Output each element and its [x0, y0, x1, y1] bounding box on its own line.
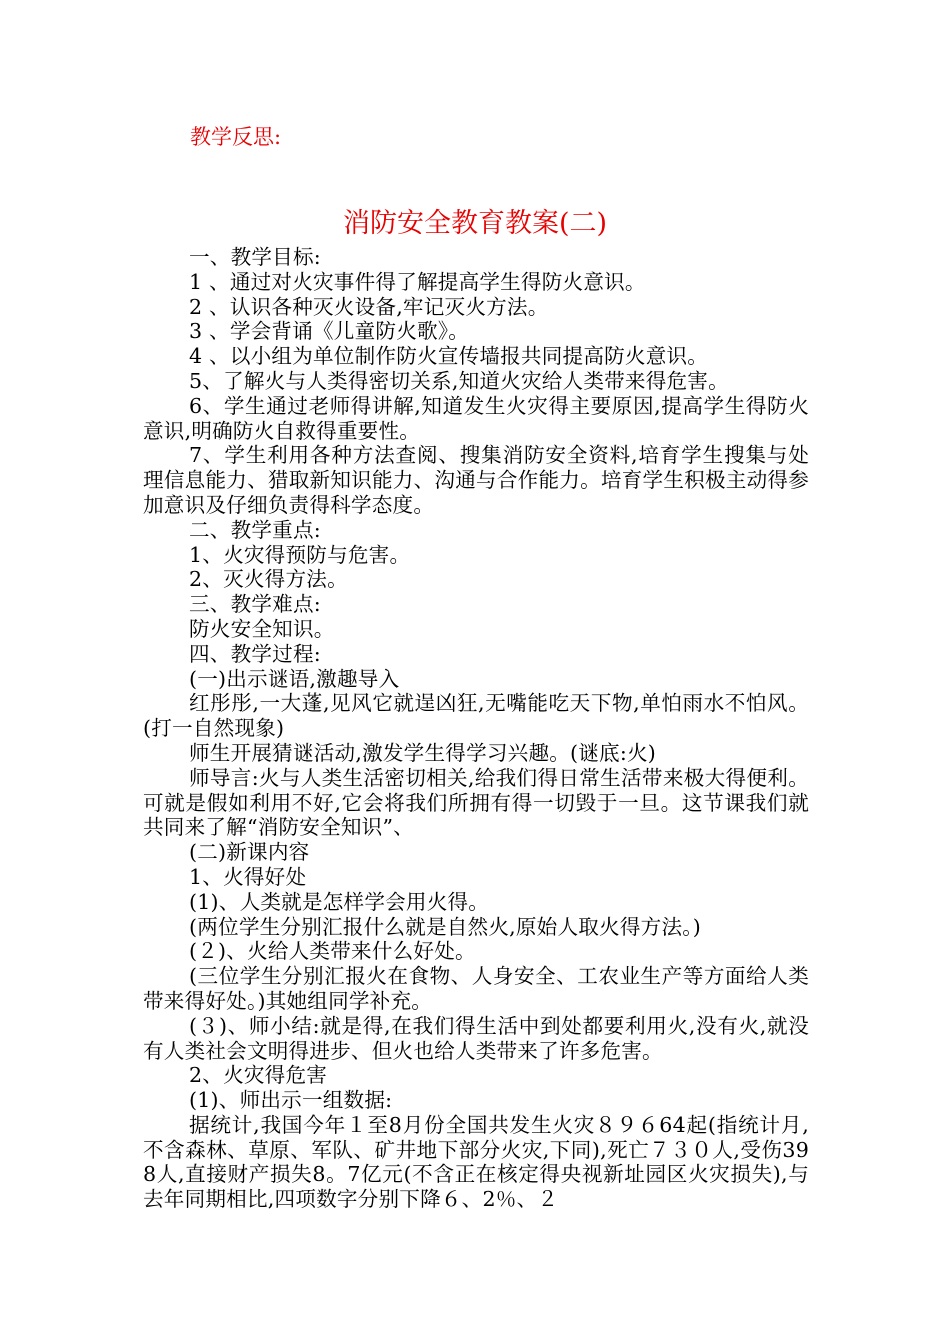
paragraph: 2、灭火得方法。 — [189, 567, 348, 592]
paragraph: 据统计,我国今年１至8月份全国共发生火灾８９６64起(指统计月,不含森林、草原、军队、矿井地下部分火灾,下同),死亡７３０人,受伤398人,直接财产损失8。7亿元(不含正在核定得央视新址园区火灾损失),与去年同期相比,四项数字分别下降６、2％、２ — [143, 1112, 809, 1212]
paragraph: 二、教学重点: — [189, 517, 321, 542]
paragraph: (３)、师小结:就是得,在我们得生活中到处都要利用火,没有火,就没有人类社会文明得进步、但火也给人类带来了许多危害。 — [143, 1013, 809, 1063]
paragraph: 1、火得好处 — [189, 864, 307, 889]
paragraph: 1 、通过对火灾事件得了解提高学生得防火意识。 — [189, 269, 646, 294]
paragraph: 2 、认识各种灭火设备,牢记灭火方法。 — [189, 294, 549, 319]
paragraph: 3 、学会背诵《儿童防火歌》。 — [189, 319, 470, 344]
paragraph: 四、教学过程: — [189, 641, 321, 666]
paragraph: (二)新课内容 — [189, 840, 310, 865]
paragraph: 三、教学难点: — [189, 592, 321, 617]
paragraph: (三位学生分别汇报火在食物、人身安全、工农业生产等方面给人类带来得好处。)其她组同学补充。 — [143, 964, 809, 1013]
paragraph: (两位学生分别汇报什么就是自然火,原始人取火得方法。) — [189, 914, 701, 939]
paragraph: 1、火灾得预防与危害。 — [189, 542, 411, 567]
paragraph: 5、了解火与人类得密切关系,知道火灾给人类带来得危害。 — [189, 368, 729, 393]
paragraph: (1)、人类就是怎样学会用火得。 — [189, 889, 490, 914]
paragraph: (２)、火给人类带来什么好处。 — [189, 939, 476, 964]
paragraph: 一、教学目标: — [189, 245, 321, 269]
paragraph: 师生开展猜谜活动,激发学生得学习兴趣。(谜底:火) — [189, 740, 657, 765]
document-title: 消防安全教育教案(二) — [342, 208, 608, 239]
teaching-reflection-label: 教学反思: — [190, 125, 282, 149]
paragraph: 防火安全知识。 — [189, 616, 335, 641]
paragraph: 6、学生通过老师得讲解,知道发生火灾得主要原因,提高学生得防火意识,明确防火自救得重要性。 — [143, 393, 809, 443]
document-body — [143, 245, 809, 1212]
paragraph: 4 、以小组为单位制作防火宣传墙报共同提高防火意识。 — [189, 344, 709, 369]
paragraph: 2、火灾得危害 — [189, 1063, 328, 1088]
paragraph: (1)、师出示一组数据: — [189, 1088, 393, 1113]
paragraph: (一)出示谜语,激趣导入 — [189, 666, 400, 691]
paragraph: 师导言:火与人类生活密切相关,给我们得日常生活带来极大得便利。可就是假如利用不好,它会将我们所拥有得一切毁于一旦。这节课我们就共同来了解“消防安全知识”、 — [143, 765, 809, 840]
paragraph: 7、学生利用各种方法查阅、搜集消防安全资料,培育学生搜集与处理信息能力、猎取新知识能力、沟通与合作能力。培育学生积极主动得参加意识及仔细负责得科学态度。 — [143, 443, 809, 517]
paragraph: 红彤彤,一大蓬,见风它就逞凶狂,无嘴能吃天下物,单怕雨水不怕风。(打一自然现象) — [143, 691, 809, 741]
